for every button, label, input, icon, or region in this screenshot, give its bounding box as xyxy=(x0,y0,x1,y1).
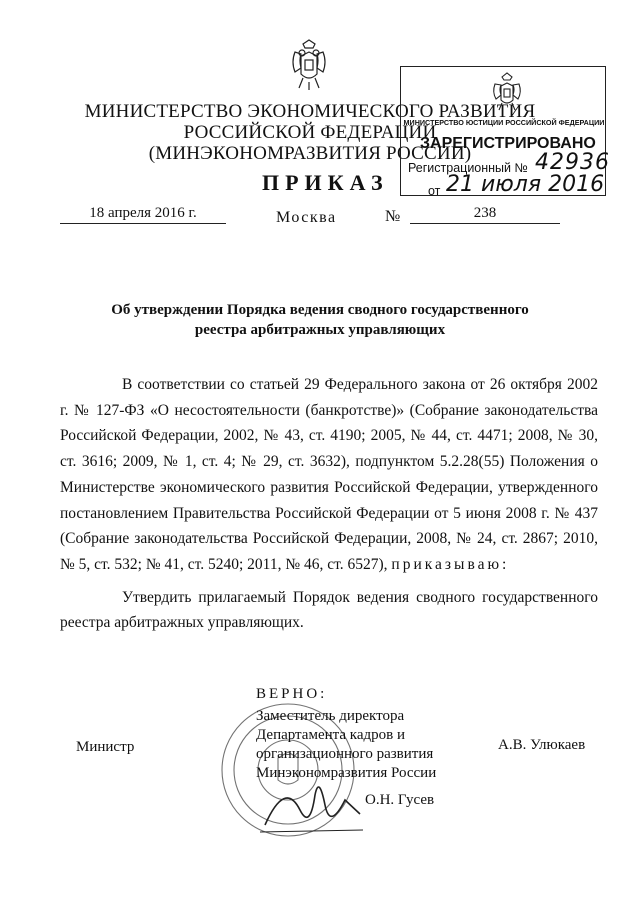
order-body xyxy=(60,372,598,636)
order-subject: Об утверждении Порядка ведения сводного государственного реестра арбитражных управляющих xyxy=(111,302,529,338)
stamp-from-label: от xyxy=(428,184,441,198)
stamp-reg-number: 42936 xyxy=(535,150,610,175)
stamp-ministry-name: МИНИСТЕРСТВО ЮСТИЦИИ РОССИЙСКОЙ ФЕДЕРАЦИИ xyxy=(403,118,605,127)
order-date: 18 апреля 2016 г. xyxy=(60,205,226,224)
handwritten-signature xyxy=(255,770,365,840)
ministry-line-1: МИНИСТЕРСТВО ЭКОНОМИЧЕСКОГО РАЗВИТИЯ xyxy=(84,101,536,122)
body-paragraph-1 xyxy=(60,372,598,578)
certifier-line-2: Департамента кадров и xyxy=(256,727,405,743)
emblem-icon xyxy=(287,38,331,92)
number-sign: № xyxy=(385,208,401,225)
ministry-line-3: (МИНЭКОНОМРАЗВИТИЯ РОССИИ) xyxy=(148,143,472,164)
ministry-line-2: РОССИЙСКОЙ ФЕДЕРАЦИИ xyxy=(183,122,437,143)
certifier-line-1: Заместитель директора xyxy=(256,708,405,724)
minister-name: А.В. Улюкаев xyxy=(498,737,586,753)
stamp-emblem-icon xyxy=(490,72,524,112)
order-word: приказываю: xyxy=(391,555,510,573)
certifier-line-4: Минэкономразвития России xyxy=(256,765,437,781)
body-paragraph-1-text: В соответствии со статьей 29 Федерального закона от 26 октября 2002 г. № 127-ФЗ «О несостоятельности (банкротстве)» (Собрание законодательства Российской Федерации, 2002, № 43, ст. 4190; 2005, № 44, ст. 4471; 2008, № 30, ст. 3616; 2009, № 1, ст. 4; № 29, ст. 3632), подпунктом 5.2.28(55) Положения о Министерстве экономического развития Российской Федерации, утвержденного постановлением Правительства Российской Федерации от 5 июня 2008 г. № 437 (Собрание законодательства Российской Федерации, 2008, № 24, ст. 2867; 2010, № 5, ст. 532; № 41, ст. 5240; 2011, № 46, ст. 6527), xyxy=(60,376,598,573)
verno-label: ВЕРНО: xyxy=(256,686,328,702)
stamp-reg-label: Регистрационный № xyxy=(408,161,528,175)
stamp-registered: ЗАРЕГИСТРИРОВАНО xyxy=(420,135,596,152)
order-number: 238 xyxy=(410,205,560,224)
document-type: ПРИКАЗ xyxy=(262,170,389,195)
minister-title: Министр xyxy=(76,739,135,755)
order-city: Москва xyxy=(276,209,337,226)
certifier-line-3: организационного развития xyxy=(256,746,434,762)
certifier-name: О.Н. Гусев xyxy=(365,792,435,808)
stamp-reg-date: 21 июля 2016 xyxy=(446,172,605,197)
body-paragraph-2: Утвердить прилагаемый Порядок ведения сводного государственного реестра арбитражных управляющих. xyxy=(60,588,598,632)
